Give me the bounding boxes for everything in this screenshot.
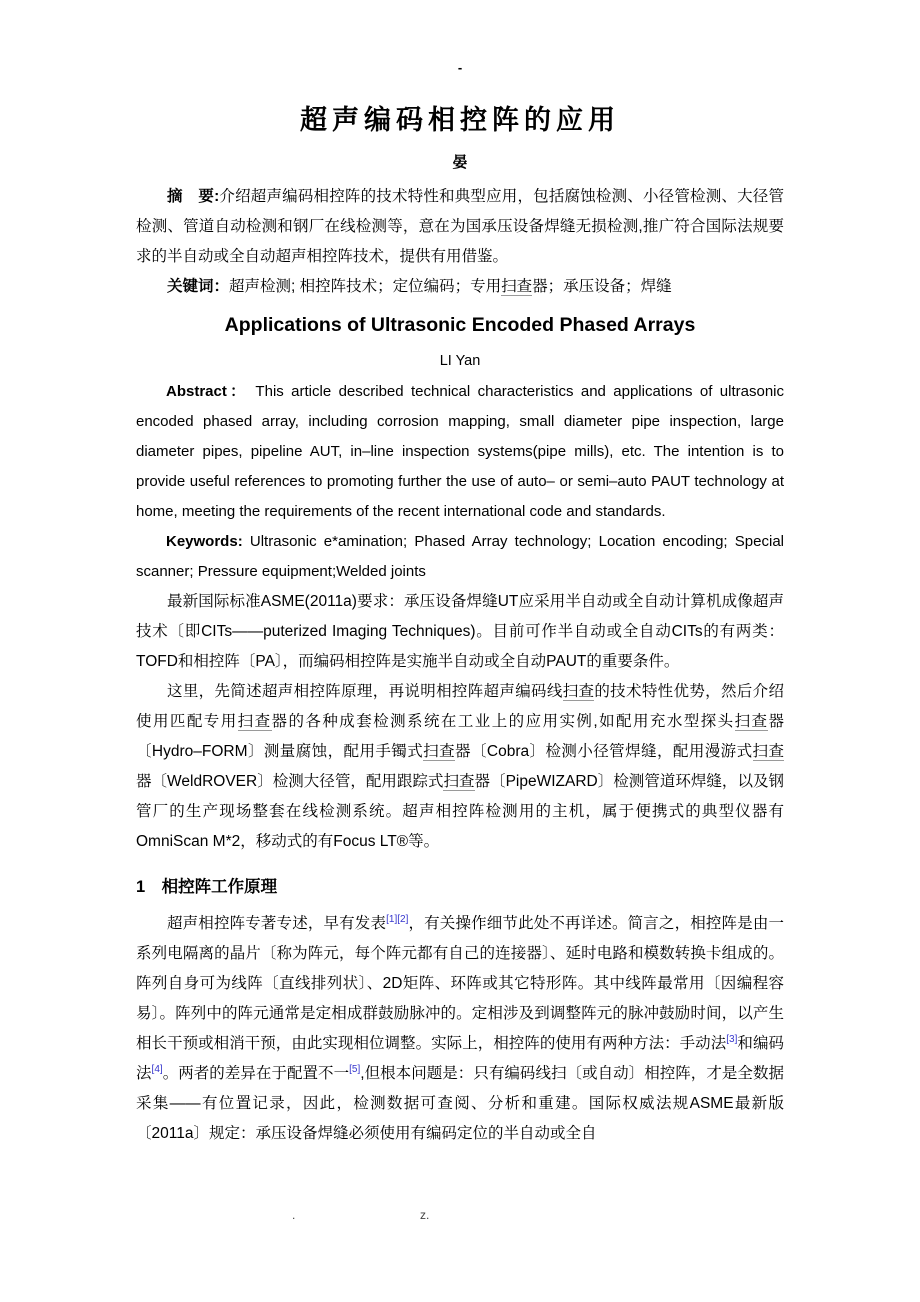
text-run: 这里，先简述超声相控阵原理，再说明相控阵超声编码线	[167, 683, 563, 700]
text-run: 的技术特性优势，然后介绍使用匹配专用	[136, 683, 784, 730]
section-1-paragraph	[136, 909, 784, 1149]
text-run: 器〔WeldROVER〕检测大径管，配用跟踪式	[136, 773, 444, 790]
text-run: Keywords:	[166, 533, 243, 550]
intro-paragraph-2	[136, 677, 784, 857]
text-run: 。两者的差异在于配置不一	[162, 1065, 350, 1082]
text-run: 超声相控阵专著专述，早有发表	[167, 915, 387, 932]
text-run: ，有关操作细节此处不再详述。简言之，相控阵是由一系列电隔离的晶片〔称为阵元，每个阵元都有自己的连接器〕、延时电路和模数转换卡组成的。阵列自身可为线阵〔直线排列状〕、2D矩阵、环阵或其它特形阵。其中线阵最常用〔因编程容易〕。阵列中的阵元通常是定相成群鼓励脉冲的。定相涉及到调整阵元的脉冲鼓励时间，以产生相长干预或相消干预，由此实现相位调整。实际上，相控阵的使用有两种方法：手动法	[136, 915, 784, 1052]
proof-underlined-text: 扫查	[562, 683, 595, 700]
author-zh: 晏	[452, 154, 468, 171]
keywords-en	[136, 527, 784, 587]
proof-underlined-text: 扫查	[237, 713, 272, 730]
citation-ref[interactable]: [3]	[726, 1033, 738, 1045]
page-header-mark: -	[457, 60, 463, 75]
citation-ref[interactable]: [1][2]	[386, 913, 409, 925]
text-run: ,但根本问题是：只有编码线扫〔或自动〕相控阵，才是全数据采集——有位置记录，因此，检测数据可查阅、分析和重建。国际权威法规ASME最新版〔2011a〕规定：承压设备焊缝必须使用有编码定位的半自动或全自	[136, 1065, 784, 1142]
proof-underlined-text: 扫查	[443, 773, 475, 790]
text-run: 和编码法	[136, 1035, 784, 1082]
intro-paragraph-1	[136, 587, 784, 677]
footer-left-mark: .	[292, 1208, 296, 1222]
abstract-zh	[136, 182, 784, 272]
proof-underlined-text: 扫查	[752, 743, 784, 760]
section-1-heading: 1 相控阵工作原理	[136, 878, 278, 896]
text-run: 最新国际标准ASME(2011a)要求：承压设备焊缝UT应采用半自动或全自动计算机成像超声技术〔即CITs——puterized Imaging Techniques)。目前可作半自动或全自动CITs的有两类：TOFD和相控阵〔PA〕，而编码相控阵是实施半自动或全自动PAUT的重要条件。	[136, 593, 784, 670]
text-run: 介绍超声编码相控阵的技术特性和典型应用，包括腐蚀检测、小径管检测、大径管检测、管道自动检测和钢厂在线检测等，意在为国承压设备焊缝无损检测,推广符合国际法规要求的半自动或全自动超声相控阵技术，提供有用借鉴。	[136, 188, 784, 265]
text-run: This article described technical characteristics and applications of ultrasonic encoded phased array, including corrosion mapping, small diameter pipe inspection, large diameter pipes, pipeline AUT, in–line inspection systems(pipe mills), etc. The intention is to provide useful references to promoting further the use of auto– or semi–auto PAUT technology at home, meeting the requirements of the recent international code and standards.	[136, 383, 784, 520]
article-title-zh: 超声编码相控阵的应用	[300, 105, 620, 135]
text-run: 器〔PipeWIZARD〕检测管道环焊缝，以及钢管厂的生产现场整套在线检测系统。超声相控阵检测用的主机，属于便携式的典型仪器有OmniScan M*2，移动式的有Focus LT®等。	[136, 773, 784, 850]
proof-underlined-text: 扫查	[501, 278, 533, 295]
footer-right-mark: z.	[420, 1208, 430, 1222]
text-run: 关键词：	[167, 278, 230, 295]
text-run: 超声检测; 相控阵技术；定位编码；专用	[229, 278, 502, 295]
proof-underlined-text: 扫查	[423, 743, 456, 760]
text-run: 器〔Hydro–FORM〕测量腐蚀，配用手镯式	[136, 713, 784, 760]
document-content	[0, 98, 920, 1149]
abstract-en	[136, 377, 784, 527]
text-run: 器；承压设备；焊缝	[532, 278, 672, 295]
citation-ref[interactable]: [5]	[349, 1063, 361, 1075]
text-run: Abstract：	[166, 383, 249, 400]
article-title-en: Applications of Ultrasonic Encoded Phased Arrays	[224, 314, 696, 336]
citation-ref[interactable]: [4]	[151, 1063, 163, 1075]
keywords-zh	[136, 272, 784, 302]
text-run: 器的各种成套检测系统在工业上的应用实例,如配用充水型探头	[271, 713, 735, 730]
author-en: LI Yan	[439, 353, 481, 369]
text-run: 器〔Cobra〕检测小径管焊缝，配用漫游式	[455, 743, 753, 760]
text-run: Ultrasonic e*amination; Phased Array technology; Location encoding; Special scanner; Pressure equipment;Welded joints	[136, 533, 784, 580]
text-run: 摘 要:	[167, 188, 220, 205]
proof-underlined-text: 扫查	[734, 713, 769, 730]
